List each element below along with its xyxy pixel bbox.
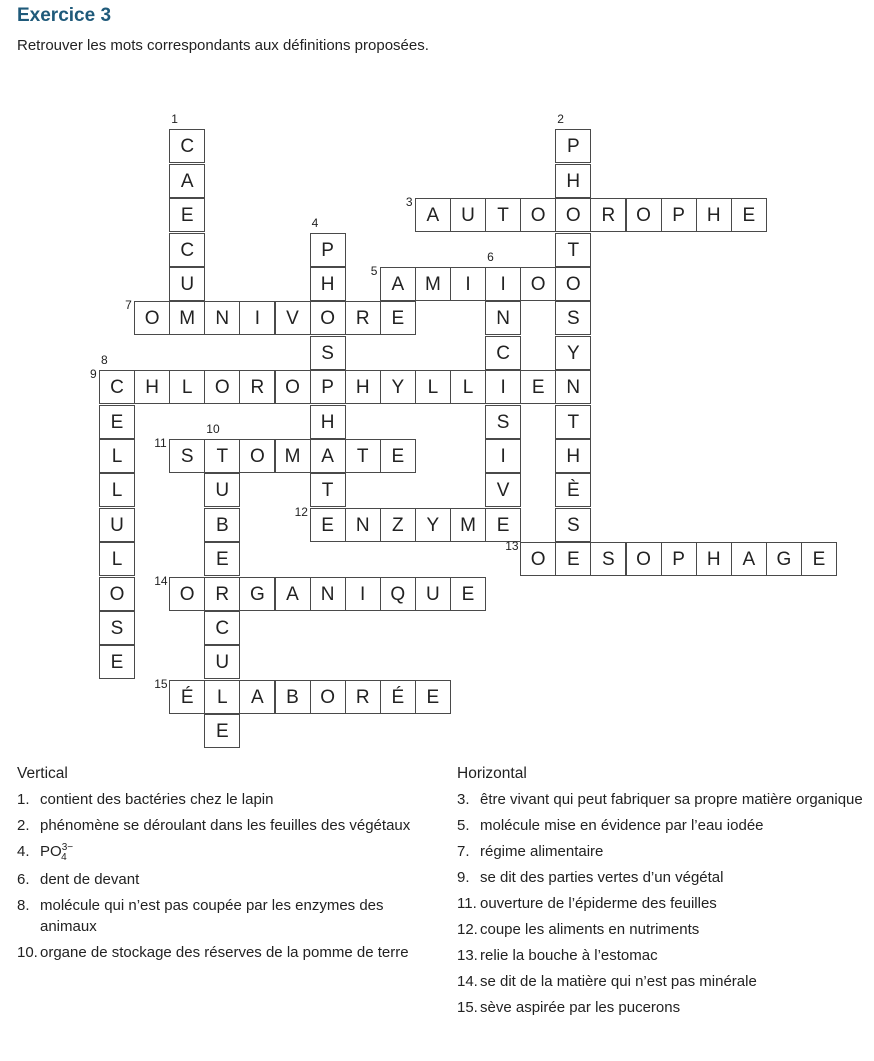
grid-cell: P	[310, 233, 346, 267]
grid-cell: R	[239, 370, 275, 404]
clue-number: 7.	[457, 843, 470, 860]
grid-cell: A	[310, 439, 346, 473]
grid-cell: É	[380, 680, 416, 714]
grid-cell: T	[310, 473, 346, 507]
clue-text: régime alimentaire	[480, 843, 604, 860]
grid-cell: I	[239, 301, 275, 335]
clue-text: sève aspirée par les pucerons	[480, 999, 681, 1016]
clue-text: dent de devant	[40, 871, 140, 888]
clue-number: 5.	[457, 817, 470, 834]
grid-cell: H	[134, 370, 170, 404]
grid-cell: E	[801, 542, 837, 576]
grid-cell: Y	[380, 370, 416, 404]
grid-cell: S	[590, 542, 626, 576]
grid-cell: O	[626, 198, 662, 232]
clue-number-label: 9	[90, 367, 97, 382]
horizontal-clue	[457, 815, 867, 836]
clue-text: se dit de la matière qui n’est pas minérale	[480, 973, 757, 990]
clue-number: 11.	[457, 895, 477, 912]
grid-cell: S	[555, 508, 591, 542]
grid-cell: P	[555, 129, 591, 163]
clue-text: organe de stockage des réserves de la pomme de terre	[40, 944, 409, 961]
grid-cell: C	[169, 129, 205, 163]
grid-cell: G	[766, 542, 802, 576]
grid-cell: O	[626, 542, 662, 576]
grid-cell: N	[310, 577, 346, 611]
clue-number: 14.	[457, 973, 478, 990]
grid-cell: H	[345, 370, 381, 404]
vertical-clues	[17, 765, 427, 968]
exercise-title: Exercice 3	[17, 5, 112, 26]
grid-cell: H	[696, 542, 732, 576]
phosphate-formula	[40, 842, 74, 863]
clue-number: 1.	[17, 791, 30, 808]
grid-cell: E	[99, 645, 135, 679]
grid-cell: U	[204, 645, 240, 679]
grid-cell: S	[99, 611, 135, 645]
exercise-instruction: Retrouver les mots correspondants aux définitions proposées.	[17, 37, 429, 54]
clue-number-label: 12	[294, 504, 308, 519]
grid-cell: E	[204, 542, 240, 576]
grid-cell: Q	[380, 577, 416, 611]
grid-cell: B	[204, 508, 240, 542]
grid-cell: O	[520, 267, 556, 301]
grid-cell: N	[555, 370, 591, 404]
clue-number-label: 13	[505, 539, 519, 554]
horizontal-clue	[457, 971, 867, 992]
grid-cell: L	[204, 680, 240, 714]
grid-cell: A	[275, 577, 311, 611]
clue-text: coupe les aliments en nutriments	[480, 921, 700, 938]
grid-cell: V	[485, 473, 521, 507]
grid-cell: B	[275, 680, 311, 714]
grid-cell: U	[99, 508, 135, 542]
grid-cell: E	[731, 198, 767, 232]
grid-cell: T	[345, 439, 381, 473]
grid-cell: T	[204, 439, 240, 473]
horizontal-heading: Horizontal	[457, 765, 527, 782]
grid-cell: L	[169, 370, 205, 404]
clue-number-label: 6	[487, 250, 494, 264]
grid-cell: E	[380, 301, 416, 335]
grid-cell: E	[555, 542, 591, 576]
clue-number-label: 11	[154, 436, 167, 450]
grid-cell: R	[345, 301, 381, 335]
clue-number: 13.	[457, 947, 478, 964]
grid-cell: S	[310, 336, 346, 370]
clue-number-label: 3	[405, 195, 413, 210]
grid-cell: O	[520, 542, 556, 576]
grid-cell: S	[169, 439, 205, 473]
grid-cell: N	[345, 508, 381, 542]
horizontal-clue	[457, 919, 867, 940]
grid-cell: A	[239, 680, 275, 714]
clue-number-label: 1	[171, 112, 178, 127]
clue-number: 10.	[17, 944, 38, 961]
grid-cell: O	[555, 198, 591, 232]
grid-cell: L	[99, 439, 135, 473]
grid-cell: A	[731, 542, 767, 576]
grid-cell: Y	[415, 508, 451, 542]
clue-number: 4.	[17, 843, 30, 860]
grid-cell: U	[169, 267, 205, 301]
clue-text: phénomène se déroulant dans les feuilles des végétaux	[40, 817, 411, 834]
clue-number-label: 14	[154, 573, 168, 588]
grid-cell: Y	[555, 336, 591, 370]
clue-number-label: 7	[125, 298, 132, 313]
grid-cell: U	[450, 198, 486, 232]
clue-number: 3.	[457, 791, 470, 808]
horizontal-clue	[457, 945, 867, 966]
clue-text: contient des bactéries chez le lapin	[40, 791, 274, 808]
grid-cell: E	[204, 714, 240, 748]
grid-cell: E	[99, 405, 135, 439]
clue-number: 15.	[457, 999, 478, 1016]
grid-cell: L	[450, 370, 486, 404]
grid-cell: O	[204, 370, 240, 404]
grid-cell: T	[555, 405, 591, 439]
grid-cell: L	[99, 542, 135, 576]
grid-cell: G	[239, 577, 275, 611]
grid-cell: E	[380, 439, 416, 473]
formula-subscript: 4	[61, 852, 67, 863]
grid-cell: E	[450, 577, 486, 611]
grid-cell: I	[485, 370, 521, 404]
grid-cell: E	[415, 680, 451, 714]
grid-cell: O	[169, 577, 205, 611]
clue-text: molécule qui n’est pas coupée par les enzymes des animaux	[40, 897, 384, 935]
grid-cell: E	[485, 508, 521, 542]
grid-cell: I	[485, 267, 521, 301]
clue-number: 2.	[17, 817, 30, 834]
clue-number-label: 4	[311, 215, 319, 230]
grid-cell: H	[310, 267, 346, 301]
grid-cell: C	[485, 336, 521, 370]
grid-cell: E	[520, 370, 556, 404]
grid-cell: R	[204, 577, 240, 611]
clue-number-label: 5	[370, 264, 378, 278]
horizontal-clue	[457, 893, 867, 914]
grid-cell: A	[415, 198, 451, 232]
grid-cell: C	[99, 370, 135, 404]
vertical-clue	[17, 841, 427, 864]
grid-cell: O	[310, 301, 346, 335]
vertical-clue	[17, 895, 427, 937]
clue-text: être vivant qui peut fabriquer sa propre matière organique	[480, 791, 863, 808]
grid-cell: E	[310, 508, 346, 542]
grid-cell: I	[450, 267, 486, 301]
grid-cell: E	[169, 198, 205, 232]
grid-cell: O	[239, 439, 275, 473]
grid-cell: Z	[380, 508, 416, 542]
grid-cell: O	[310, 680, 346, 714]
grid-cell: S	[485, 405, 521, 439]
grid-cell: N	[485, 301, 521, 335]
grid-cell: R	[590, 198, 626, 232]
grid-cell: C	[204, 611, 240, 645]
horizontal-clue	[457, 997, 867, 1018]
formula-base: PO	[40, 843, 62, 860]
grid-cell: P	[661, 198, 697, 232]
grid-cell: M	[450, 508, 486, 542]
horizontal-clues	[457, 765, 867, 1023]
grid-cell: È	[555, 473, 591, 507]
grid-cell: S	[555, 301, 591, 335]
grid-cell: P	[310, 370, 346, 404]
grid-cell: C	[169, 233, 205, 267]
grid-cell: O	[555, 267, 591, 301]
clue-text: se dit des parties vertes d’un végétal	[480, 869, 724, 886]
grid-cell: H	[555, 164, 591, 198]
clue-text: ouverture de l’épiderme des feuilles	[480, 895, 717, 912]
grid-cell: T	[485, 198, 521, 232]
grid-cell: M	[169, 301, 205, 335]
grid-cell: I	[485, 439, 521, 473]
grid-cell: O	[134, 301, 170, 335]
vertical-clue	[17, 789, 427, 810]
clue-number-label: 10	[206, 422, 220, 436]
grid-cell: U	[204, 473, 240, 507]
clue-number: 6.	[17, 871, 30, 888]
grid-cell: O	[520, 198, 556, 232]
clue-number-label: 15	[154, 676, 168, 691]
clue-number-label: 2	[557, 112, 564, 127]
clue-number: 12.	[457, 921, 478, 938]
vertical-clue	[17, 815, 427, 836]
vertical-clue	[17, 869, 427, 890]
grid-cell: M	[415, 267, 451, 301]
grid-cell: T	[555, 233, 591, 267]
vertical-heading: Vertical	[17, 765, 68, 782]
vertical-clue	[17, 942, 427, 963]
horizontal-clue	[457, 867, 867, 888]
grid-cell: P	[661, 542, 697, 576]
grid-cell: V	[275, 301, 311, 335]
grid-cell: L	[99, 473, 135, 507]
grid-cell: H	[555, 439, 591, 473]
clue-number-label: 8	[101, 353, 108, 368]
grid-cell: H	[310, 405, 346, 439]
grid-cell: N	[204, 301, 240, 335]
grid-cell: O	[99, 577, 135, 611]
grid-cell: H	[696, 198, 732, 232]
grid-cell: L	[415, 370, 451, 404]
clue-number: 8.	[17, 897, 30, 914]
grid-cell: A	[169, 164, 205, 198]
grid-cell: A	[380, 267, 416, 301]
horizontal-clue	[457, 789, 867, 810]
clue-number: 9.	[457, 869, 470, 886]
grid-cell: É	[169, 680, 205, 714]
horizontal-clue	[457, 841, 867, 862]
clue-text: relie la bouche à l’estomac	[480, 947, 658, 964]
formula-charge: 3−	[61, 842, 74, 853]
grid-cell: I	[345, 577, 381, 611]
grid-cell: O	[275, 370, 311, 404]
grid-cell: R	[345, 680, 381, 714]
clue-text: molécule mise en évidence par l’eau iodée	[480, 817, 764, 834]
grid-cell: M	[275, 439, 311, 473]
grid-cell: U	[415, 577, 451, 611]
